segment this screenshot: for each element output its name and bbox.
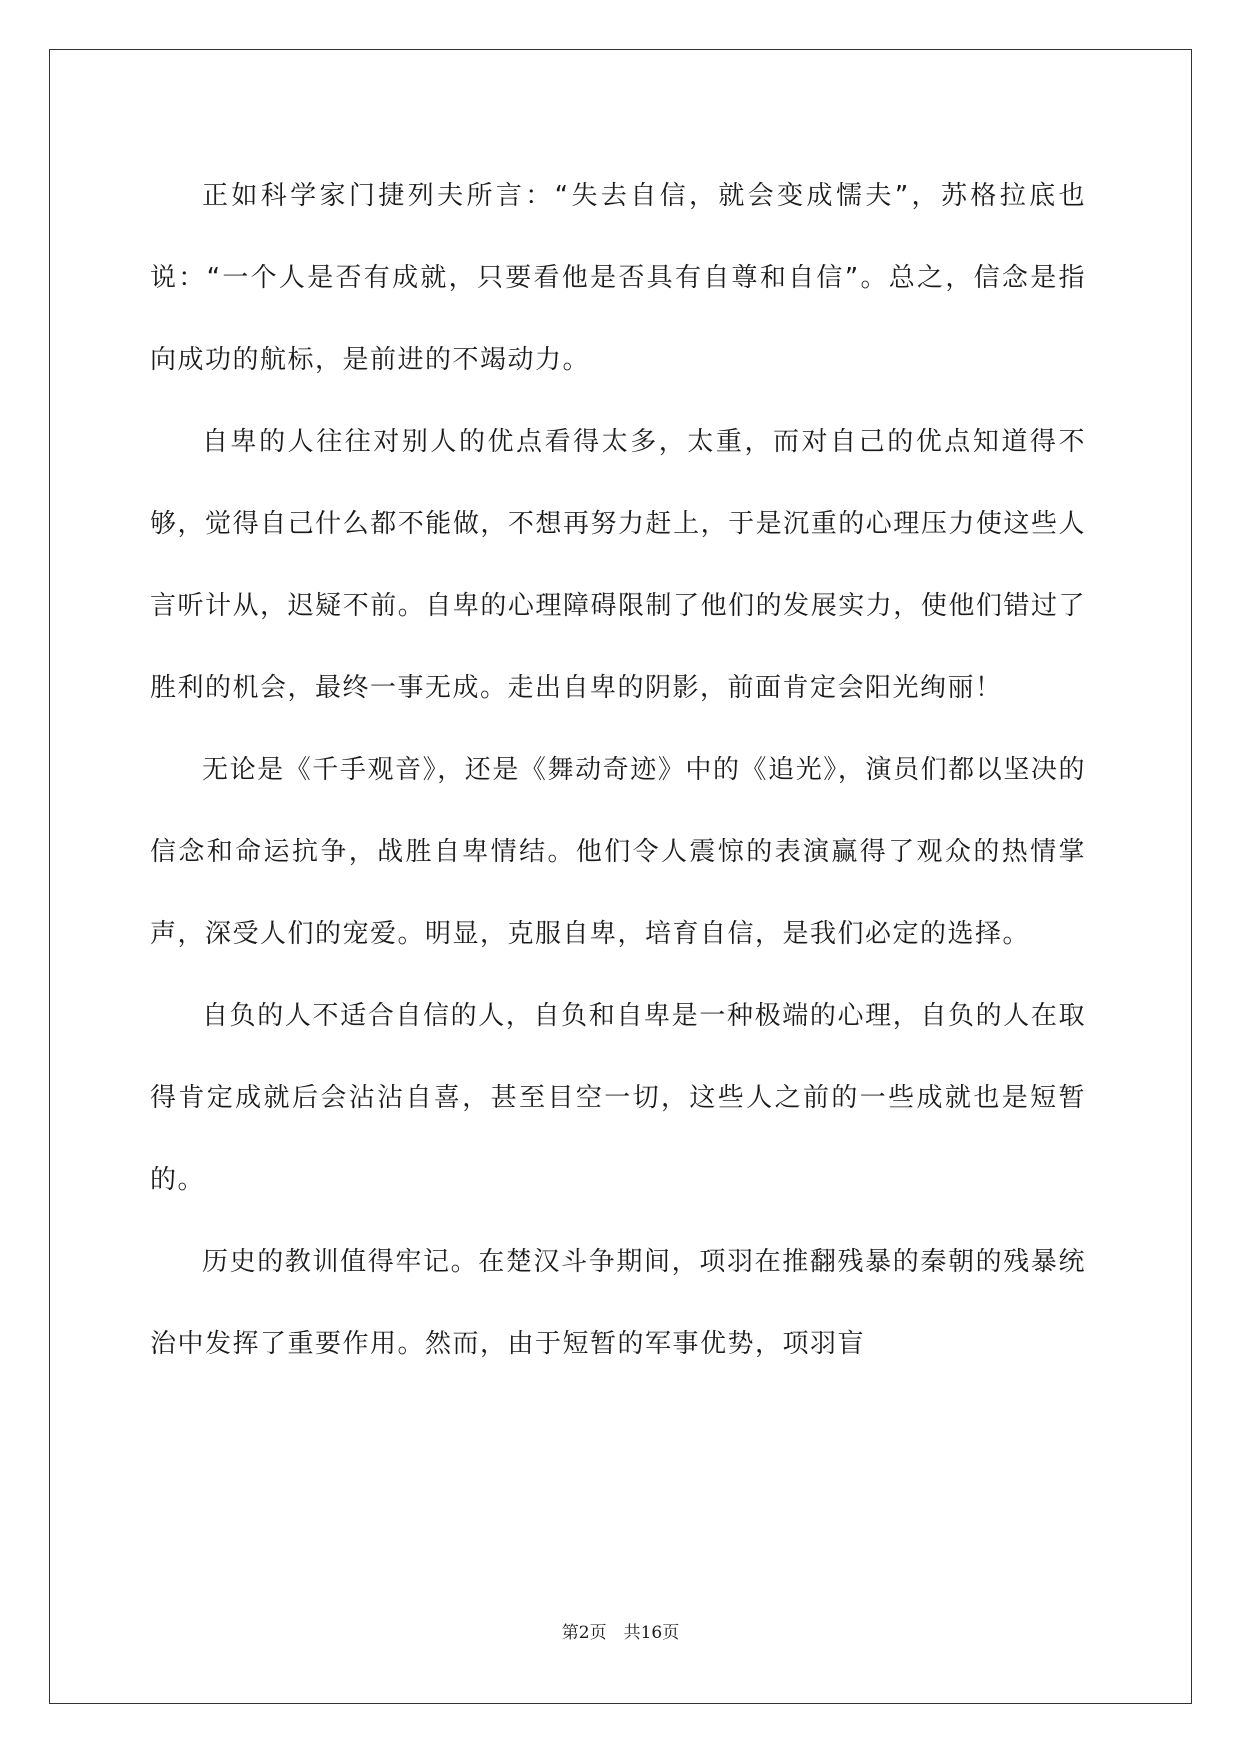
paragraph: 自卑的人往往对别人的优点看得太多，太重，而对自己的优点知道得不够，觉得自己什么都不能做，不想再努力赶上，于是沉重的心理压力使这些人言听计从，迟疑不前。自卑的心理障碍限制了他们的发展实力，使他们错过了胜利的机会，最终一事无成。走出自卑的阴影，前面肯定会阳光绚丽！	[150, 427, 1086, 703]
paragraph: 无论是《千手观音》，还是《舞动奇迹》中的《追光》，演员们都以坚决的信念和命运抗争，战胜自卑情结。他们令人震惊的表演赢得了观众的热情掌声，深受人们的宠爱。明显，克服自卑，培育自信，是我们必定的选择。	[150, 755, 1086, 949]
paragraph: 自负的人不适合自信的人，自负和自卑是一种极端的心理，自负的人在取得肯定成就后会沾沾自喜，甚至目空一切，这些人之前的一些成就也是短暂的。	[150, 1001, 1086, 1195]
paragraph: 正如科学家门捷列夫所言：“失去自信，就会变成懦夫”，苏格拉底也说：“一个人是否有成就，只要看他是否具有自尊和自信”。总之，信念是指向成功的航标，是前进的不竭动力。	[150, 181, 1086, 375]
paragraph: 历史的教训值得牢记。在楚汉斗争期间，项羽在推翻残暴的秦朝的残暴统治中发挥了重要作用。然而，由于短暂的军事优势，项羽盲	[150, 1247, 1086, 1359]
page-number: 第2页 共16页	[561, 1623, 680, 1643]
document-body	[150, 155, 1086, 1385]
